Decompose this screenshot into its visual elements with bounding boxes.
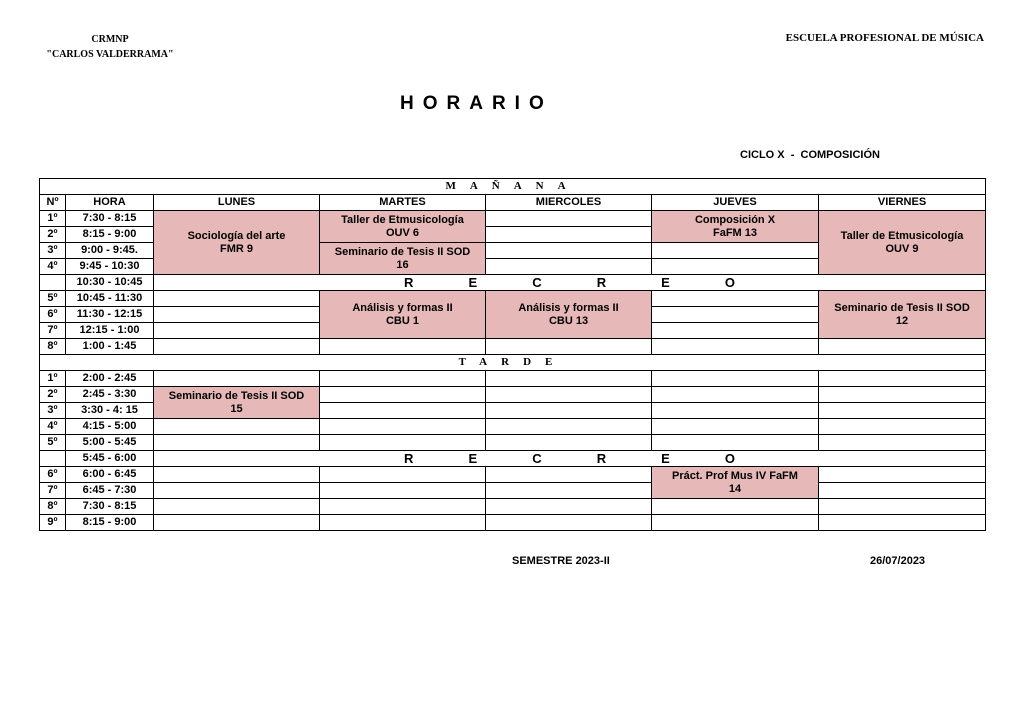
row-num: 3º	[40, 243, 66, 259]
table-row	[40, 211, 986, 227]
row-hora: 7:30 - 8:15	[66, 211, 154, 227]
class-cell	[320, 291, 486, 339]
header-row	[40, 195, 986, 211]
empty-cell	[652, 291, 819, 307]
empty-cell	[652, 371, 819, 387]
row-hora: 10:45 - 11:30	[66, 291, 154, 307]
table-row	[40, 499, 986, 515]
empty-cell	[154, 483, 320, 499]
recreo-row	[40, 451, 986, 467]
empty-cell	[652, 403, 819, 419]
recreo-letter: C	[532, 451, 542, 466]
date-label: 26/07/2023	[870, 555, 926, 567]
empty-cell	[486, 499, 652, 515]
table-row	[40, 387, 986, 403]
empty-cell	[819, 371, 986, 387]
empty-cell	[154, 339, 320, 355]
empty-cell	[154, 307, 320, 323]
class-cell	[320, 243, 486, 275]
class-detail: CBU 1	[385, 314, 419, 327]
row-num: 1º	[40, 371, 66, 387]
class-name: Seminario de Tesis II SOD	[834, 301, 970, 314]
class-detail: CBU 13	[548, 314, 589, 327]
row-hora: 6:00 - 6:45	[66, 467, 154, 483]
empty-cell	[320, 403, 486, 419]
class-name: Taller de Etmusicología	[840, 229, 964, 242]
empty-cell	[652, 515, 819, 531]
recreo-row	[40, 275, 986, 291]
row-num: 5º	[40, 435, 66, 451]
class-cell	[486, 291, 652, 339]
class-name: Análisis y formas II	[518, 301, 619, 314]
table-row	[40, 339, 986, 355]
class-detail: 15	[230, 402, 243, 415]
recreo-letter: R	[596, 275, 607, 290]
row-hora: 11:30 - 12:15	[66, 307, 154, 323]
empty-cell	[486, 467, 652, 483]
institution-acronym: CRMNP	[91, 34, 129, 45]
table-row	[40, 435, 986, 451]
cycle-label: CICLO X - COMPOSICIÓN	[740, 149, 880, 161]
recreo-letter: E	[661, 451, 670, 466]
row-hora: 12:15 - 1:00	[66, 323, 154, 339]
empty-cell	[154, 419, 320, 435]
recreo-letter: O	[724, 451, 736, 466]
table-row	[40, 371, 986, 387]
recreo-letter: R	[596, 451, 607, 466]
row-num: 4º	[40, 259, 66, 275]
empty-cell	[819, 483, 986, 499]
row-num: 6º	[40, 467, 66, 483]
empty-cell	[819, 435, 986, 451]
recreo-letter: C	[532, 275, 542, 290]
empty-cell	[154, 499, 320, 515]
col-miercoles: MIERCOLES	[486, 195, 652, 211]
class-name: Sociología del arte	[187, 229, 286, 242]
row-hora: 1:00 - 1:45	[66, 339, 154, 355]
row-num: 9º	[40, 515, 66, 531]
table-row	[40, 467, 986, 483]
recreo-letter: E	[661, 275, 670, 290]
row-hora: 5:45 - 6:00	[66, 451, 154, 467]
class-cell	[154, 211, 320, 275]
empty-cell	[652, 339, 819, 355]
empty-cell	[40, 451, 66, 467]
col-lunes: LUNES	[154, 195, 320, 211]
empty-cell	[320, 419, 486, 435]
recreo-cell	[154, 451, 986, 467]
empty-cell	[320, 371, 486, 387]
table-row	[40, 291, 986, 307]
class-cell	[320, 211, 486, 243]
empty-cell	[652, 499, 819, 515]
empty-cell	[652, 435, 819, 451]
row-num: 3º	[40, 403, 66, 419]
table-row	[40, 419, 986, 435]
col-jueves: JUEVES	[652, 195, 819, 211]
class-detail: FMR 9	[220, 242, 253, 255]
row-num: 8º	[40, 499, 66, 515]
empty-cell	[486, 339, 652, 355]
empty-cell	[486, 227, 652, 243]
row-hora: 3:30 - 4: 15	[66, 403, 154, 419]
empty-cell	[819, 499, 986, 515]
empty-cell	[486, 371, 652, 387]
empty-cell	[486, 243, 652, 259]
empty-cell	[320, 467, 486, 483]
empty-cell	[652, 387, 819, 403]
empty-cell	[320, 483, 486, 499]
class-detail: 12	[895, 314, 909, 327]
row-hora: 4:15 - 5:00	[66, 419, 154, 435]
empty-cell	[154, 371, 320, 387]
class-name: Análisis y formas II	[352, 301, 453, 314]
schedule-table	[39, 178, 986, 531]
row-num: 7º	[40, 323, 66, 339]
empty-cell	[652, 323, 819, 339]
empty-cell	[819, 387, 986, 403]
page-title: HORARIO	[400, 93, 553, 114]
class-cell	[154, 387, 320, 419]
class-cell	[819, 291, 986, 339]
row-num: 5º	[40, 291, 66, 307]
institution-block	[20, 32, 200, 62]
empty-cell	[154, 323, 320, 339]
class-name: Práct. Prof Mus IV FaFM	[672, 469, 798, 482]
col-martes: MARTES	[320, 195, 486, 211]
row-hora: 6:45 - 7:30	[66, 483, 154, 499]
class-cell	[652, 211, 819, 243]
empty-cell	[486, 515, 652, 531]
empty-cell	[154, 291, 320, 307]
row-hora: 10:30 - 10:45	[66, 275, 154, 291]
row-hora: 5:00 - 5:45	[66, 435, 154, 451]
recreo-cell	[154, 275, 986, 291]
row-num: 7º	[40, 483, 66, 499]
empty-cell	[819, 339, 986, 355]
col-num: Nº	[40, 195, 66, 211]
institution-name: "CARLOS VALDERRAMA"	[46, 49, 174, 60]
empty-cell	[320, 515, 486, 531]
empty-cell	[486, 259, 652, 275]
row-hora: 9:00 - 9:45.	[66, 243, 154, 259]
afternoon-band: TARDE	[40, 355, 986, 371]
table-row	[40, 515, 986, 531]
row-hora: 8:15 - 9:00	[66, 515, 154, 531]
empty-cell	[819, 515, 986, 531]
empty-cell	[154, 467, 320, 483]
empty-cell	[320, 435, 486, 451]
class-detail: OUV 6	[385, 226, 419, 239]
row-num: 2º	[40, 387, 66, 403]
class-name: Composición X	[694, 213, 776, 226]
row-hora: 7:30 - 8:15	[66, 499, 154, 515]
row-num: 6º	[40, 307, 66, 323]
class-detail: 16	[396, 258, 409, 271]
class-cell	[652, 467, 819, 499]
empty-cell	[652, 419, 819, 435]
empty-cell	[486, 419, 652, 435]
recreo-letter: R	[404, 275, 414, 290]
row-num: 8º	[40, 339, 66, 355]
school-name: ESCUELA PROFESIONAL DE MÚSICA	[785, 32, 984, 44]
morning-band: MAÑANA	[40, 179, 986, 195]
recreo-letter: O	[724, 275, 736, 290]
class-name: Seminario de Tesis II SOD	[334, 245, 471, 258]
class-name: Seminario de Tesis II SOD	[168, 389, 305, 402]
empty-cell	[652, 307, 819, 323]
col-hora: HORA	[66, 195, 154, 211]
empty-cell	[40, 275, 66, 291]
class-name: Taller de Etmusicología	[341, 213, 464, 226]
empty-cell	[154, 435, 320, 451]
table-row	[40, 483, 986, 499]
class-detail: 14	[728, 482, 742, 495]
empty-cell	[486, 211, 652, 227]
recreo-letter: R	[404, 451, 414, 466]
row-num: 4º	[40, 419, 66, 435]
empty-cell	[154, 515, 320, 531]
row-num: 2º	[40, 227, 66, 243]
row-num: 1º	[40, 211, 66, 227]
recreo-letter: E	[468, 451, 478, 466]
class-cell	[819, 211, 986, 275]
empty-cell	[819, 403, 986, 419]
recreo-letter: E	[468, 275, 478, 290]
row-hora: 2:45 - 3:30	[66, 387, 154, 403]
empty-cell	[819, 419, 986, 435]
empty-cell	[320, 339, 486, 355]
class-detail: FaFM 13	[712, 226, 757, 239]
empty-cell	[652, 259, 819, 275]
empty-cell	[486, 435, 652, 451]
empty-cell	[486, 387, 652, 403]
row-hora: 9:45 - 10:30	[66, 259, 154, 275]
class-detail: OUV 9	[885, 242, 919, 255]
empty-cell	[320, 387, 486, 403]
row-hora: 8:15 - 9:00	[66, 227, 154, 243]
col-viernes: VIERNES	[819, 195, 986, 211]
row-hora: 2:00 - 2:45	[66, 371, 154, 387]
empty-cell	[819, 467, 986, 483]
empty-cell	[486, 483, 652, 499]
empty-cell	[486, 403, 652, 419]
semester-label: SEMESTRE 2023-II	[512, 555, 610, 567]
empty-cell	[320, 499, 486, 515]
empty-cell	[652, 243, 819, 259]
